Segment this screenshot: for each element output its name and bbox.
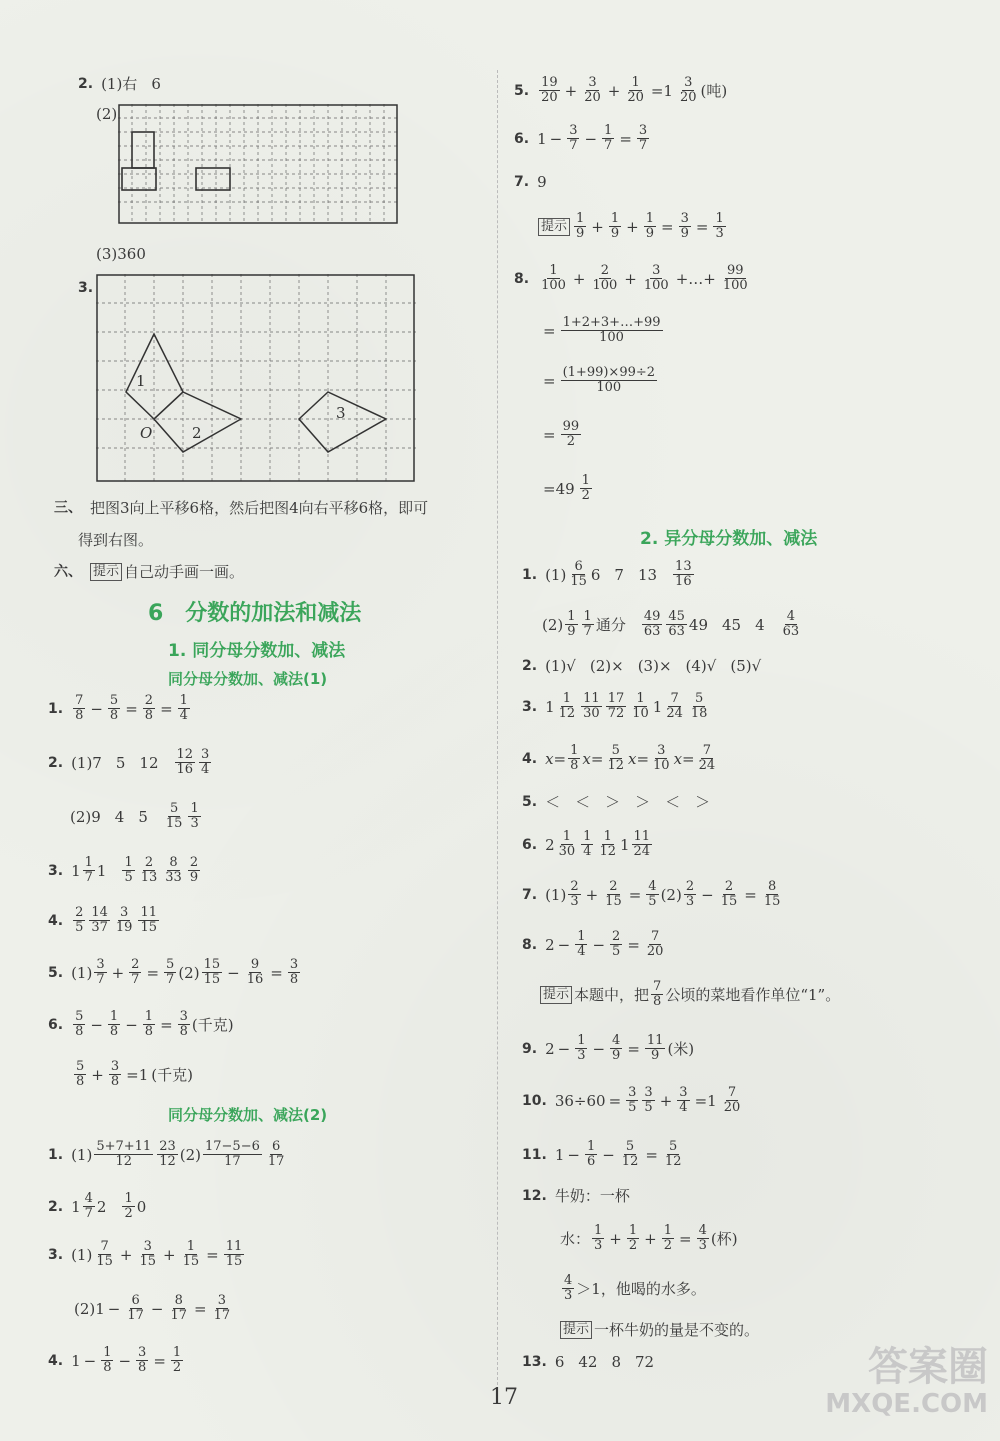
right-r2: 2. (1)√ (2)× (3)× (4)√ (5)√	[522, 657, 762, 675]
sub1-title: 同分母分数加、减法(1)	[168, 670, 328, 688]
grid-figure-q3	[96, 274, 416, 484]
right-q8-2: = $\frac{1+2+3+\dots+99}{100}$	[543, 315, 661, 345]
left-a5: 5. (1) $\frac{3}{7}$ + $\frac{2}{7}$ = $\frac{5}{7}$ (2) $\frac{15}{15}$ − $\frac{9}{16}$ = $\frac{3}{8}$	[48, 957, 299, 987]
right-r8: 8. 2 − $\frac{1}{4}$ − $\frac{2}{5}$ = $\frac{7}{20}$	[522, 929, 664, 959]
right-r13: 13. 6 42 8 72	[522, 1353, 655, 1371]
right-q8-5: =49 $\frac{1}{2}$	[543, 473, 590, 503]
right-q5: 5. $\frac{19}{20}$ + $\frac{3}{20}$ + $\frac{1}{20}$ =1 $\frac{3}{20}$ (吨)	[514, 75, 728, 105]
right-r3: 3. 1 $\frac{1}{12}$ $\frac{11}{30}$ $\frac{17}{72}$ $\frac{1}{10}$ 1 $\frac{7}{24}$ $\frac{5}{18}$	[522, 691, 708, 721]
right-r1-2: (2) $\frac{1}{9}$ $\frac{1}{7}$ 通分 $\frac{49}{63}$ $\frac{45}{63}$ 49 45 4 $\frac{4}{63}$	[542, 609, 800, 639]
left-a2-1: 2. (1)7 5 12 $\frac{12}{16}$ $\frac{3}{4}$	[48, 747, 210, 777]
fig-label-1: 1	[136, 372, 146, 390]
left-b3-1: 3. (1) $\frac{7}{15}$ + $\frac{3}{15}$ + $\frac{1}{15}$ = $\frac{11}{15}$	[48, 1239, 243, 1269]
right-q8-3: = $\frac{(1+99)\times 99\div 2}{100}$	[543, 365, 656, 395]
left-a6-2: $\frac{5}{8}$ + $\frac{3}{8}$ =1 (千克)	[76, 1059, 193, 1089]
right-r8-tip: 提示 本题中，把 $\frac{7}{8}$ 公顷的菜地看作单位“1”。	[540, 980, 840, 1009]
left-liu: 六、 提示 自己动手画一画。	[54, 563, 245, 581]
left-q2-1: 2. (1)右 6	[78, 75, 161, 93]
watermark-bottom: MXQE.COM	[825, 1389, 988, 1419]
right-r5: 5. ＜ ＜ ＞ ＞ ＜ ＞	[522, 793, 711, 811]
right-q7: 7. 9	[514, 173, 547, 191]
right-r7: 7. (1) $\frac{2}{3}$ + $\frac{2}{15}$ = $\frac{4}{5}$ (2) $\frac{2}{3}$ − $\frac{2}{15}$ = $\frac{8}{15}$	[522, 879, 781, 909]
right-r10: 10. 36÷60 = $\frac{3}{5}$ $\frac{3}{5}$ + $\frac{3}{4}$ =1 $\frac{7}{20}$	[522, 1085, 741, 1115]
watermark-top: 答案圈	[868, 1344, 988, 1390]
chapter-title: 6 分数的加法和减法	[148, 601, 362, 626]
left-a3: 3. 1 $\frac{1}{7}$ 1 $\frac{1}{5}$ $\frac{2}{13}$ $\frac{8}{33}$ $\frac{2}{9}$	[48, 855, 199, 885]
left-q2-3: (3)360	[96, 245, 146, 263]
right-q7-tip: 提示 $\frac{1}{9}$ + $\frac{1}{9}$ + $\frac{1}{9}$ = $\frac{3}{9}$ = $\frac{1}{3}$	[538, 212, 728, 241]
right-r4: 4. x= $\frac{1}{8}$ x= $\frac{5}{12}$ x= $\frac{3}{10}$ x= $\frac{7}{24}$	[522, 743, 716, 773]
right-q8-1: 8. $\frac{1}{100}$ + $\frac{2}{100}$ + $\frac{3}{100}$ +…+ $\frac{99}{100}$	[514, 263, 748, 293]
sub2-title: 同分母分数加、减法(2)	[168, 1106, 328, 1124]
right-r6: 6. 2 $\frac{1}{30}$ $\frac{1}{4}$ $\frac{1}{12}$ 1 $\frac{11}{24}$	[522, 829, 651, 859]
left-b2: 2. 1 $\frac{4}{7}$ 2 $\frac{1}{2}$ 0	[48, 1191, 147, 1221]
left-san-1: 三、 把图3向上平移6格，然后把图4向右平移6格，即可	[54, 499, 429, 517]
fig-label-2: 2	[192, 424, 202, 442]
right-r12-2: 水： $\frac{1}{3}$ + $\frac{1}{2}$ + $\frac{1}{2}$ = $\frac{4}{3}$ (杯)	[560, 1223, 738, 1253]
section1-title: 1. 同分母分数加、减法	[168, 641, 346, 661]
right-r12-3: $\frac{4}{3}$ ＞1，他喝的水多。	[564, 1273, 706, 1303]
right-r12-1: 12. 牛奶：一杯	[522, 1187, 630, 1205]
column-divider	[497, 70, 498, 1400]
left-q2-2: (2)	[96, 105, 118, 123]
left-b4: 4. 1 − $\frac{1}{8}$ − $\frac{3}{8}$ = $\frac{1}{2}$	[48, 1345, 182, 1375]
right-q6: 6. 1 − $\frac{3}{7}$ − $\frac{1}{7}$ = $\frac{3}{7}$	[514, 123, 648, 153]
right-q8-4: = $\frac{99}{2}$	[543, 419, 580, 449]
left-a1: 1. $\frac{7}{8}$ − $\frac{5}{8}$ = $\frac{2}{8}$ = $\frac{1}{4}$	[48, 693, 188, 723]
watermark	[825, 1345, 988, 1419]
left-a2-2: (2)9 4 5 $\frac{5}{15}$ $\frac{1}{3}$	[70, 801, 199, 831]
page-number: 17	[490, 1385, 518, 1410]
fig-label-o: O	[140, 424, 153, 442]
left-b1: 1. (1) $\frac{5+7+11}{12}$ $\frac{23}{12}$ (2) $\frac{17-5-6}{17}$ $\frac{6}{17}$	[48, 1139, 285, 1169]
left-b3-2: (2)1 − $\frac{6}{17}$ − $\frac{8}{17}$ = $\frac{3}{17}$	[74, 1293, 231, 1323]
section2-title: 2. 异分母分数加、减法	[640, 529, 818, 549]
left-a6-1: 6. $\frac{5}{8}$ − $\frac{1}{8}$ − $\frac{1}{8}$ = $\frac{3}{8}$ (千克)	[48, 1009, 234, 1039]
right-r1-1: 1. (1) $\frac{6}{15}$ 6 7 13 $\frac{13}{16}$	[522, 559, 692, 589]
right-r12-tip: 提示 一杯牛奶的量是不变的。	[560, 1320, 759, 1340]
right-r9: 9. 2 − $\frac{1}{3}$ − $\frac{4}{9}$ = $\frac{11}{9}$ (米)	[522, 1033, 695, 1063]
left-q3: 3.	[78, 280, 94, 296]
grid-figure-q2	[118, 104, 402, 226]
left-a4: 4. $\frac{2}{5}$ $\frac{14}{37}$ $\frac{3}{19}$ $\frac{11}{15}$	[48, 905, 157, 935]
fig-label-3: 3	[336, 404, 346, 422]
left-san-2: 得到右图。	[78, 531, 154, 549]
right-r11: 11. 1 − $\frac{1}{6}$ − $\frac{5}{12}$ = $\frac{5}{12}$	[522, 1139, 682, 1169]
